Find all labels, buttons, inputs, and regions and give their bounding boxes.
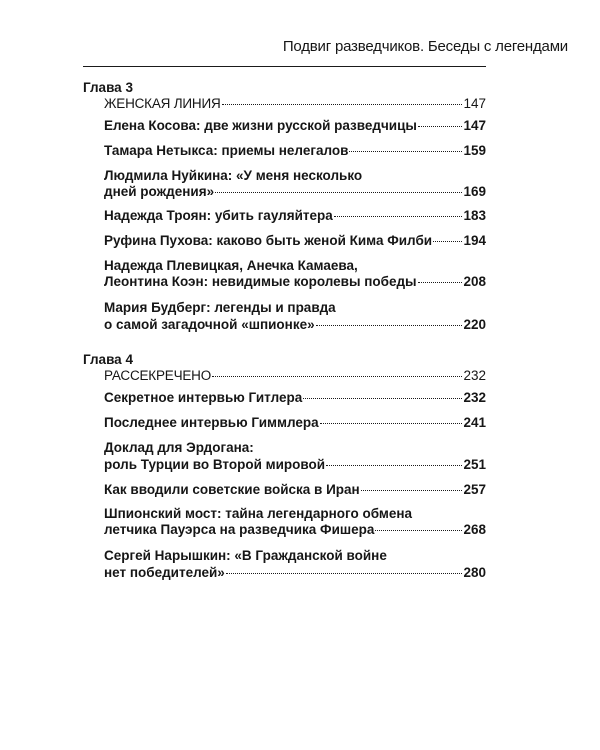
toc-entry-first-line[interactable] xyxy=(104,258,486,274)
toc-entry-first-line[interactable] xyxy=(104,440,486,456)
dot-leader xyxy=(303,398,462,399)
page-number: 251 xyxy=(463,457,486,472)
entry-title-continuation: дней рождения» xyxy=(104,184,215,199)
page-number: 220 xyxy=(463,317,486,332)
page-number: 268 xyxy=(463,522,486,537)
dot-leader xyxy=(433,241,462,242)
chapter-label: Глава 4 xyxy=(83,352,133,367)
page-number: 159 xyxy=(463,143,486,158)
entry-title: Тамара Нетыкса: приемы нелегалов xyxy=(104,143,349,158)
dot-leader xyxy=(418,282,463,283)
dot-leader xyxy=(226,573,463,574)
running-head: Подвиг разведчиков. Беседы с легендами xyxy=(282,38,568,55)
entry-title: Секретное интервью Гитлера xyxy=(104,390,303,405)
entry-title: Как вводили советские войска в Иран xyxy=(104,482,360,497)
page-number: 232 xyxy=(463,390,486,405)
toc-entry[interactable] xyxy=(104,274,486,290)
toc-entry[interactable] xyxy=(104,415,486,431)
entry-title: Надежда Плевицкая, Анечка Камаева, xyxy=(104,258,358,273)
page-number: 280 xyxy=(463,565,486,580)
toc-entry[interactable] xyxy=(104,522,486,538)
entry-title: Последнее интервью Гиммлера xyxy=(104,415,319,430)
page-number: 241 xyxy=(463,415,486,430)
page-number: 194 xyxy=(463,233,486,248)
entry-title-continuation: Леонтина Коэн: невидимые королевы победы xyxy=(104,274,417,289)
entry-title: Сергей Нарышкин: «В Гражданской войне xyxy=(104,548,387,563)
dot-leader xyxy=(222,104,463,105)
page-number: 232 xyxy=(463,368,486,383)
page-number: 208 xyxy=(463,274,486,289)
entry-title: Надежда Троян: убить гауляйтера xyxy=(104,208,333,223)
dot-leader xyxy=(361,490,463,491)
toc-entry[interactable] xyxy=(104,143,486,159)
section-title-line[interactable] xyxy=(104,368,486,384)
entry-title: Доклад для Эрдогана: xyxy=(104,440,254,455)
header-rule xyxy=(83,66,486,67)
page-number: 169 xyxy=(463,184,486,199)
page-number: 257 xyxy=(463,482,486,497)
dot-leader xyxy=(326,465,462,466)
toc-entry-first-line[interactable] xyxy=(104,548,486,564)
toc-entry-first-line[interactable] xyxy=(104,300,486,316)
toc-entry[interactable] xyxy=(104,118,486,134)
toc-entry[interactable] xyxy=(104,317,486,333)
page-number: 147 xyxy=(463,118,486,133)
page-number: 147 xyxy=(463,96,486,111)
entry-title-continuation: о самой загадочной «шпионке» xyxy=(104,317,315,332)
dot-leader xyxy=(334,216,463,217)
entry-title-continuation: нет победителей» xyxy=(104,565,225,580)
dot-leader xyxy=(212,376,462,377)
toc-entry[interactable] xyxy=(104,482,486,498)
section-title: РАССЕКРЕЧЕНО xyxy=(104,368,212,383)
toc-entry[interactable] xyxy=(104,565,486,581)
dot-leader xyxy=(320,423,463,424)
entry-title-continuation: летчика Пауэрса на разведчика Фишера xyxy=(104,522,375,537)
chapter-label: Глава 3 xyxy=(83,80,133,95)
entry-title: Руфина Пухова: каково быть женой Кима Филби xyxy=(104,233,433,248)
dot-leader xyxy=(418,126,463,127)
toc-entry[interactable] xyxy=(104,208,486,224)
toc-entry[interactable] xyxy=(104,390,486,406)
toc-entry-first-line[interactable] xyxy=(104,168,486,184)
dot-leader xyxy=(215,192,462,193)
toc-entry[interactable] xyxy=(104,457,486,473)
dot-leader xyxy=(316,325,463,326)
section-title: ЖЕНСКАЯ ЛИНИЯ xyxy=(104,96,221,111)
entry-title: Мария Будберг: легенды и правда xyxy=(104,300,336,315)
entry-title: Елена Косова: две жизни русской разведчицы xyxy=(104,118,417,133)
entry-title-continuation: роль Турции во Второй мировой xyxy=(104,457,326,472)
entry-title: Людмила Нуйкина: «У меня несколько xyxy=(104,168,363,183)
section-title-line[interactable] xyxy=(104,96,486,112)
page-number: 183 xyxy=(463,208,486,223)
dot-leader xyxy=(349,151,462,152)
toc-entry-first-line[interactable] xyxy=(104,506,486,522)
toc-entry[interactable] xyxy=(104,184,486,200)
toc-entry[interactable] xyxy=(104,233,486,249)
dot-leader xyxy=(375,530,462,531)
entry-title: Шпионский мост: тайна легендарного обмена xyxy=(104,506,413,521)
